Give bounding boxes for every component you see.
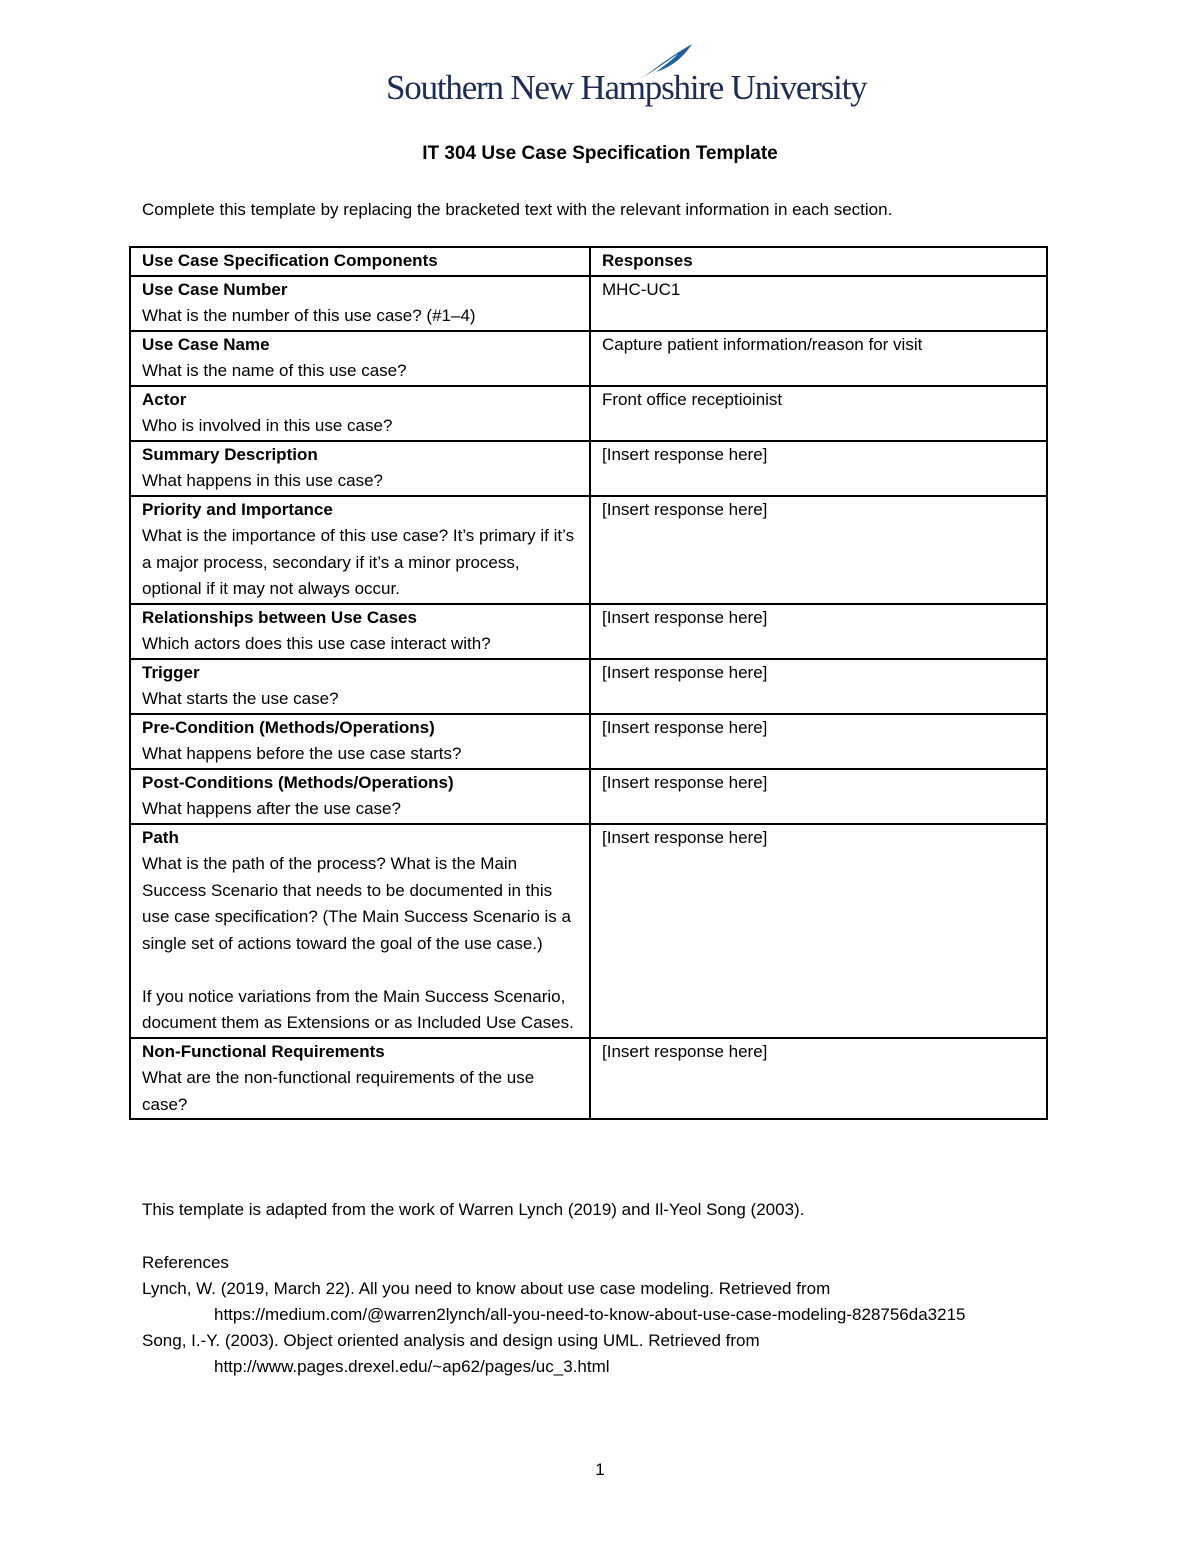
component-label: Actor [142,389,187,409]
table-row [130,1038,1047,1120]
table-row [130,659,1047,714]
component-cell [130,1038,590,1120]
header-components: Use Case Specification Components [130,247,590,276]
component-question: What is the importance of this use case? It’s primary if it’s a major process, secondary if it’s a minor process, optional if it may not always occur. [142,526,575,598]
reference-text: Lynch, W. (2019, March 22). All you need to know about use case modeling. Retrieved from [142,1279,831,1298]
component-label: Use Case Number [142,279,288,299]
component-cell [130,714,590,769]
table-row [130,441,1047,496]
table-header-row [130,247,1047,276]
response-cell[interactable]: [Insert response here] [590,496,1047,604]
reference-link[interactable]: http://www.pages.drexel.edu/~ap62/pages/uc_3.html [214,1357,610,1376]
response-cell[interactable]: [Insert response here] [590,604,1047,659]
table-row [130,824,1047,1038]
component-question: What happens after the use case? [142,799,401,818]
references-section [142,1250,1022,1380]
component-label: Use Case Name [142,334,270,354]
component-label: Post-Conditions (Methods/Operations) [142,772,454,792]
component-cell [130,659,590,714]
page-title: IT 304 Use Case Specification Template [422,143,778,164]
component-question: Who is involved in this use case? [142,416,393,435]
component-label: Path [142,827,179,847]
component-question: What is the path of the process? What is the Main Success Scenario that needs to be documented in this use case specification? (The Main Success Scenario is a single set of actions toward the goal of the use case.) If you notice variations from the Main Success Scenario, document them as Extensions or as Included Use Cases. [142,854,574,1032]
component-question: What happens before the use case starts? [142,744,462,763]
response-cell[interactable]: [Insert response here] [590,659,1047,714]
component-cell [130,386,590,441]
component-cell [130,441,590,496]
component-cell [130,276,590,331]
table-row [130,276,1047,331]
response-cell[interactable]: [Insert response here] [590,441,1047,496]
response-cell[interactable]: [Insert response here] [590,1038,1047,1120]
attribution-text: This template is adapted from the work of Warren Lynch (2019) and Il-Yeol Song (2003). [142,1200,805,1219]
component-cell [130,496,590,604]
response-cell[interactable]: [Insert response here] [590,824,1047,1038]
component-cell [130,824,590,1038]
use-case-table [129,246,1048,1120]
table-row [130,386,1047,441]
component-question: Which actors does this use case interact with? [142,634,491,653]
component-label: Priority and Importance [142,499,333,519]
component-question: What starts the use case? [142,689,339,708]
page-number: 1 [595,1460,605,1479]
references-heading: References [142,1253,229,1272]
response-cell[interactable]: [Insert response here] [590,769,1047,824]
component-question: What are the non-functional requirements of the use case? [142,1068,535,1114]
component-label: Trigger [142,662,200,682]
component-question: What is the number of this use case? (#1–4) [142,306,476,325]
component-label: Non-Functional Requirements [142,1041,385,1061]
response-cell[interactable]: Front office receptioinist [590,386,1047,441]
table-row [130,331,1047,386]
component-label: Pre-Condition (Methods/Operations) [142,717,435,737]
instructions-text: Complete this template by replacing the bracketed text with the relevant information in each section. [142,200,893,219]
component-question: What is the name of this use case? [142,361,407,380]
university-logo [386,42,867,114]
table-row [130,496,1047,604]
table-row [130,604,1047,659]
component-cell [130,331,590,386]
table-row [130,714,1047,769]
component-label: Summary Description [142,444,318,464]
reference-item [142,1276,1022,1328]
response-cell[interactable]: Capture patient information/reason for visit [590,331,1047,386]
response-cell[interactable]: [Insert response here] [590,714,1047,769]
component-question: What happens in this use case? [142,471,383,490]
reference-link[interactable]: https://medium.com/@warren2lynch/all-you-need-to-know-about-use-case-modeling-828756da3215 [214,1305,966,1324]
response-cell[interactable]: MHC-UC1 [590,276,1047,331]
component-cell [130,604,590,659]
component-cell [130,769,590,824]
logo-wordmark: Southern New Hampshire University [386,68,867,107]
header-responses: Responses [590,247,1047,276]
reference-text: Song, I.-Y. (2003). Object oriented analysis and design using UML. Retrieved from [142,1331,760,1350]
table-row [130,769,1047,824]
component-label: Relationships between Use Cases [142,607,417,627]
reference-item [142,1328,1022,1380]
